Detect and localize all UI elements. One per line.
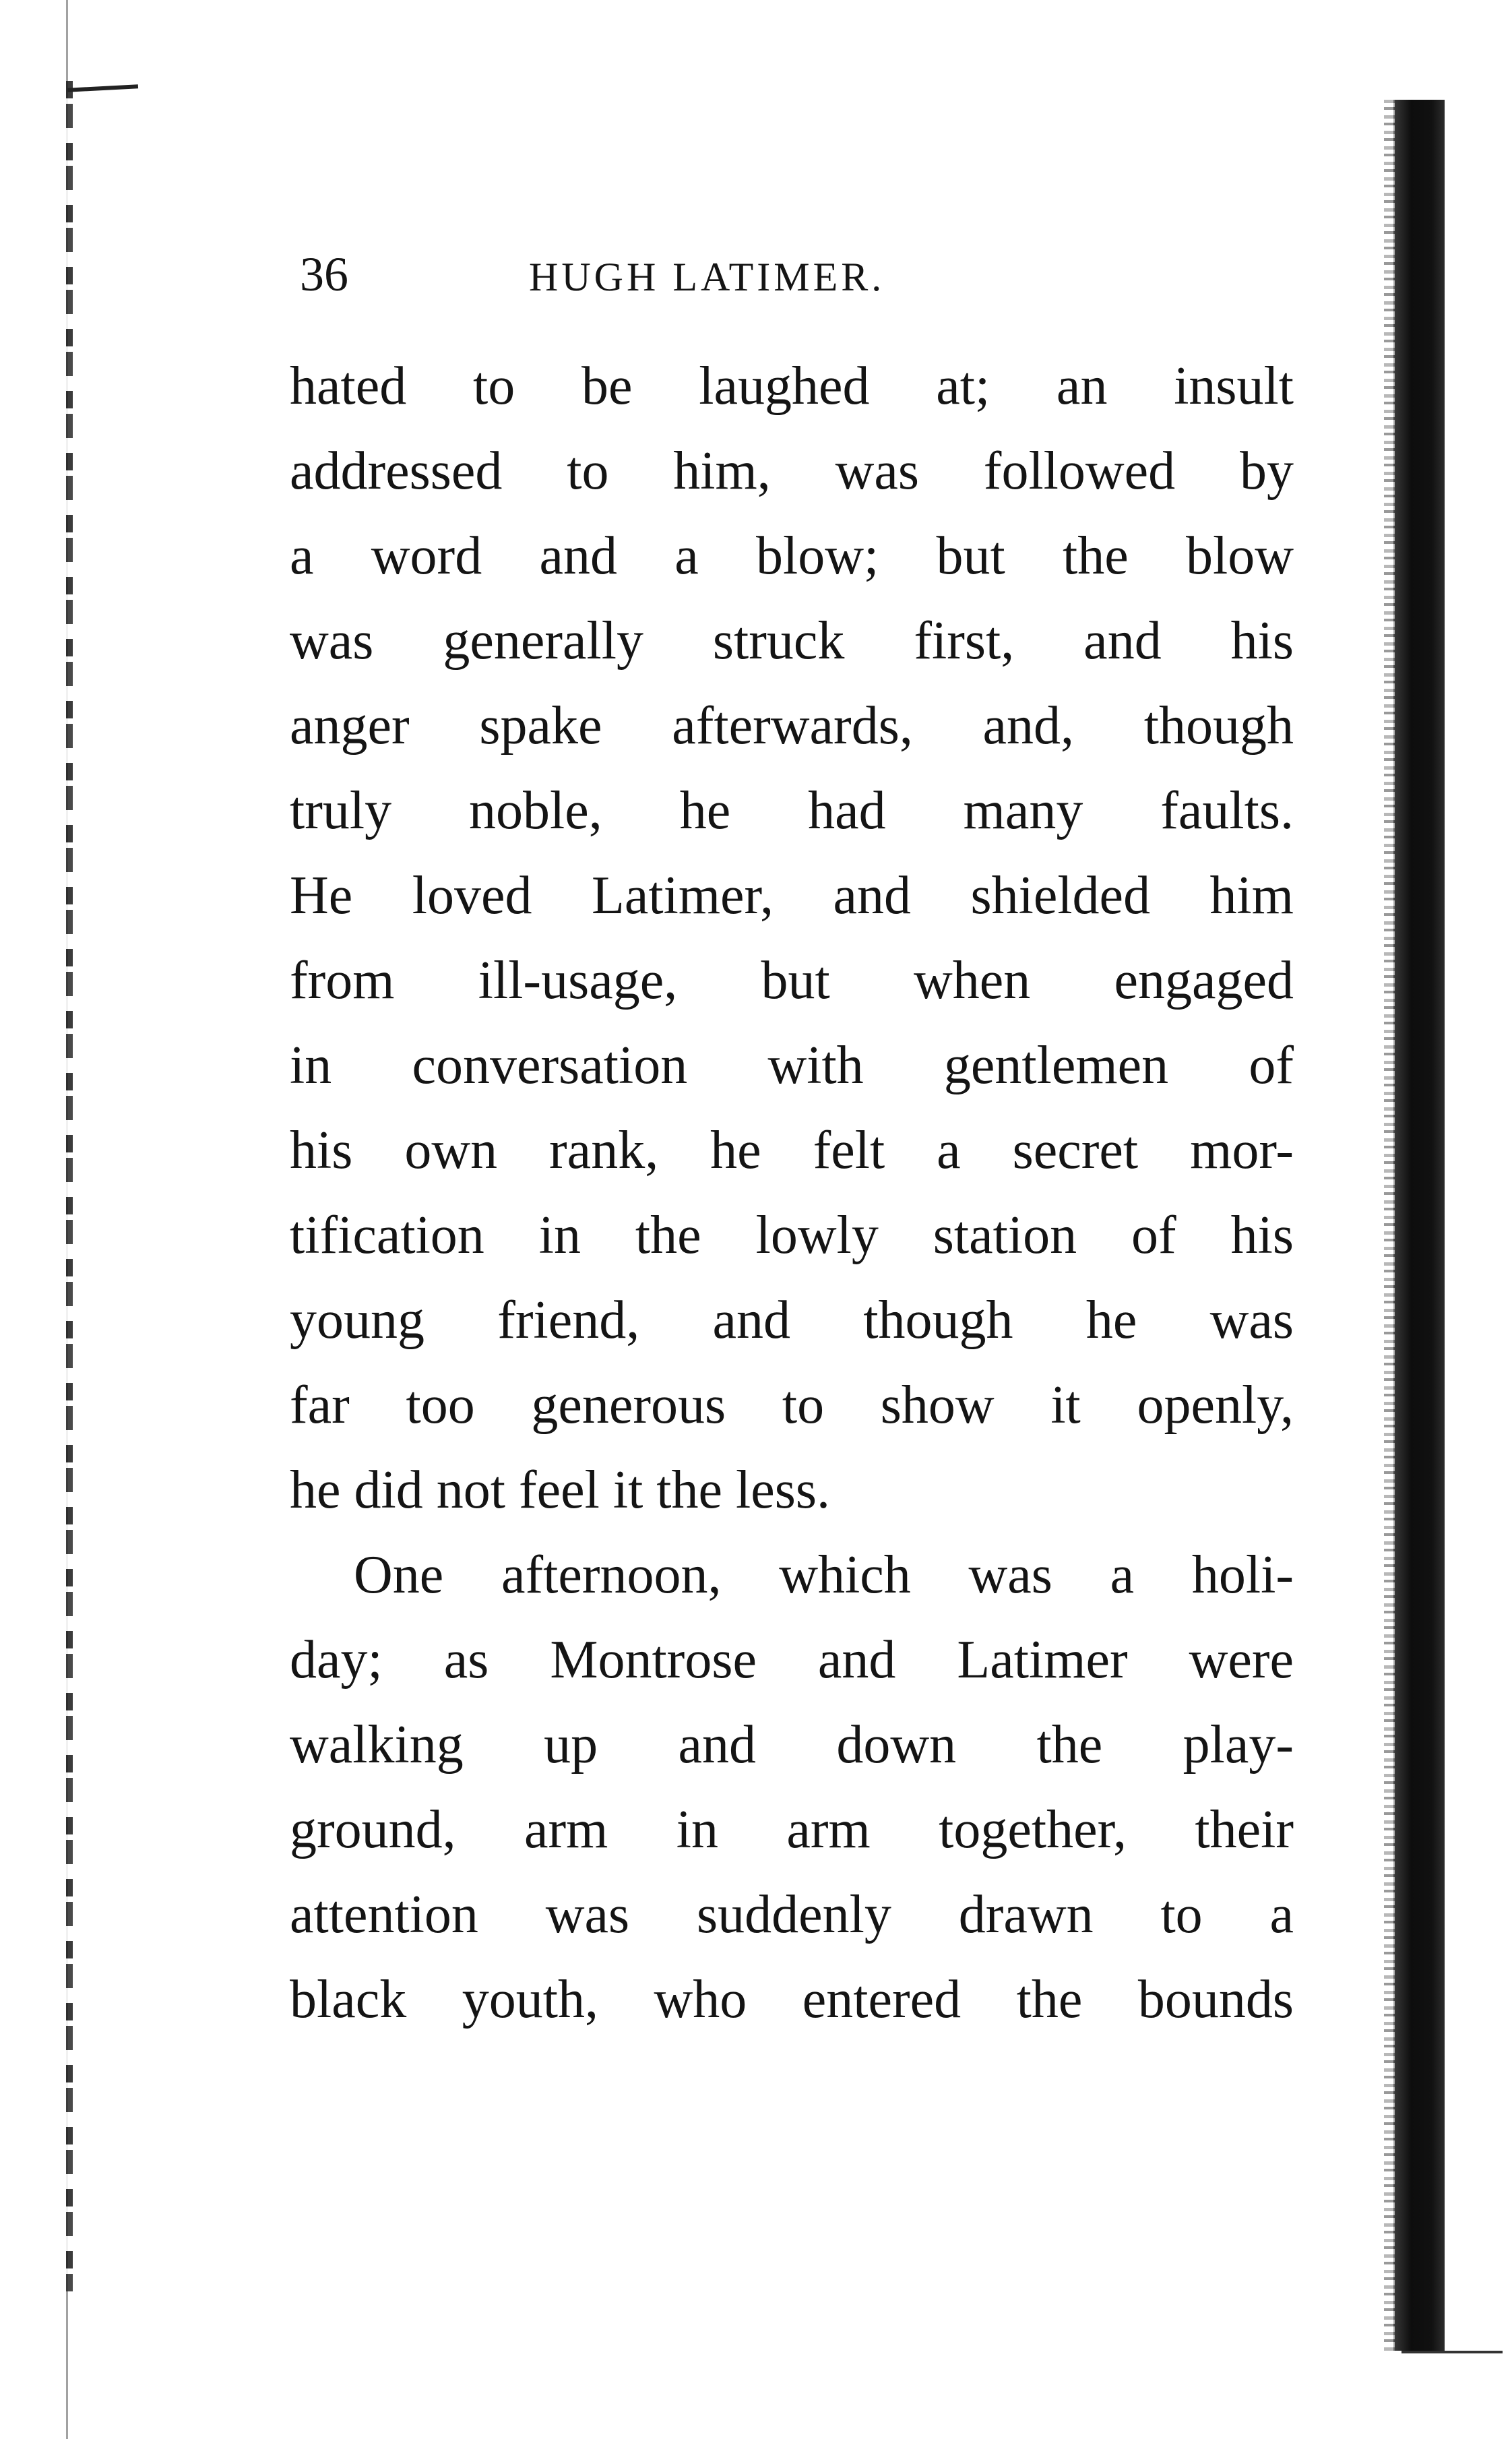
paragraph-1: [290, 344, 1294, 1533]
text-line: day; as Montrose and Latimer were: [290, 1630, 1294, 1690]
text-line: One afternoon, which was a holi-: [354, 1545, 1294, 1605]
text-line: addressed to him, was followed by: [290, 441, 1294, 501]
text-line: in conversation with gentlemen of: [290, 1036, 1294, 1095]
body-text: [290, 344, 1294, 2042]
text-line: ground, arm in arm together, their: [290, 1800, 1294, 1859]
text-line: He loved Latimer, and shielded him: [290, 866, 1294, 925]
page-number: 36: [300, 247, 348, 301]
text-line: from ill-usage, but when engaged: [290, 951, 1294, 1010]
page-gutter-shadow: [1393, 100, 1445, 2351]
text-line: black youth, who entered the bounds: [290, 1970, 1294, 2029]
text-line: a word and a blow; but the blow: [290, 526, 1294, 586]
binding-edge-marks: [66, 81, 73, 2291]
running-header: [300, 244, 1108, 305]
text-line: he did not feel it the less.: [290, 1460, 831, 1520]
text-line: anger spake afterwards, and, though: [290, 696, 1294, 755]
text-line: was generally struck first, and his: [290, 611, 1294, 671]
text-line: tification in the lowly station of his: [290, 1206, 1294, 1265]
text-line: attention was suddenly drawn to a: [290, 1885, 1294, 1944]
gutter-bottom-line: [1401, 2351, 1503, 2353]
text-line: far too generous to show it openly,: [290, 1376, 1294, 1435]
corner-mark: [67, 84, 138, 92]
text-line: walking up and down the play-: [290, 1715, 1294, 1774]
running-title: HUGH LATIMER.: [529, 255, 885, 299]
text-line: hated to be laughed at; an insult: [290, 357, 1294, 416]
text-line: young friend, and though he was: [290, 1291, 1294, 1350]
paragraph-2: [290, 1533, 1294, 2042]
text-line: truly noble, he had many faults.: [290, 781, 1294, 840]
text-line: his own rank, he felt a secret mor-: [290, 1121, 1294, 1180]
